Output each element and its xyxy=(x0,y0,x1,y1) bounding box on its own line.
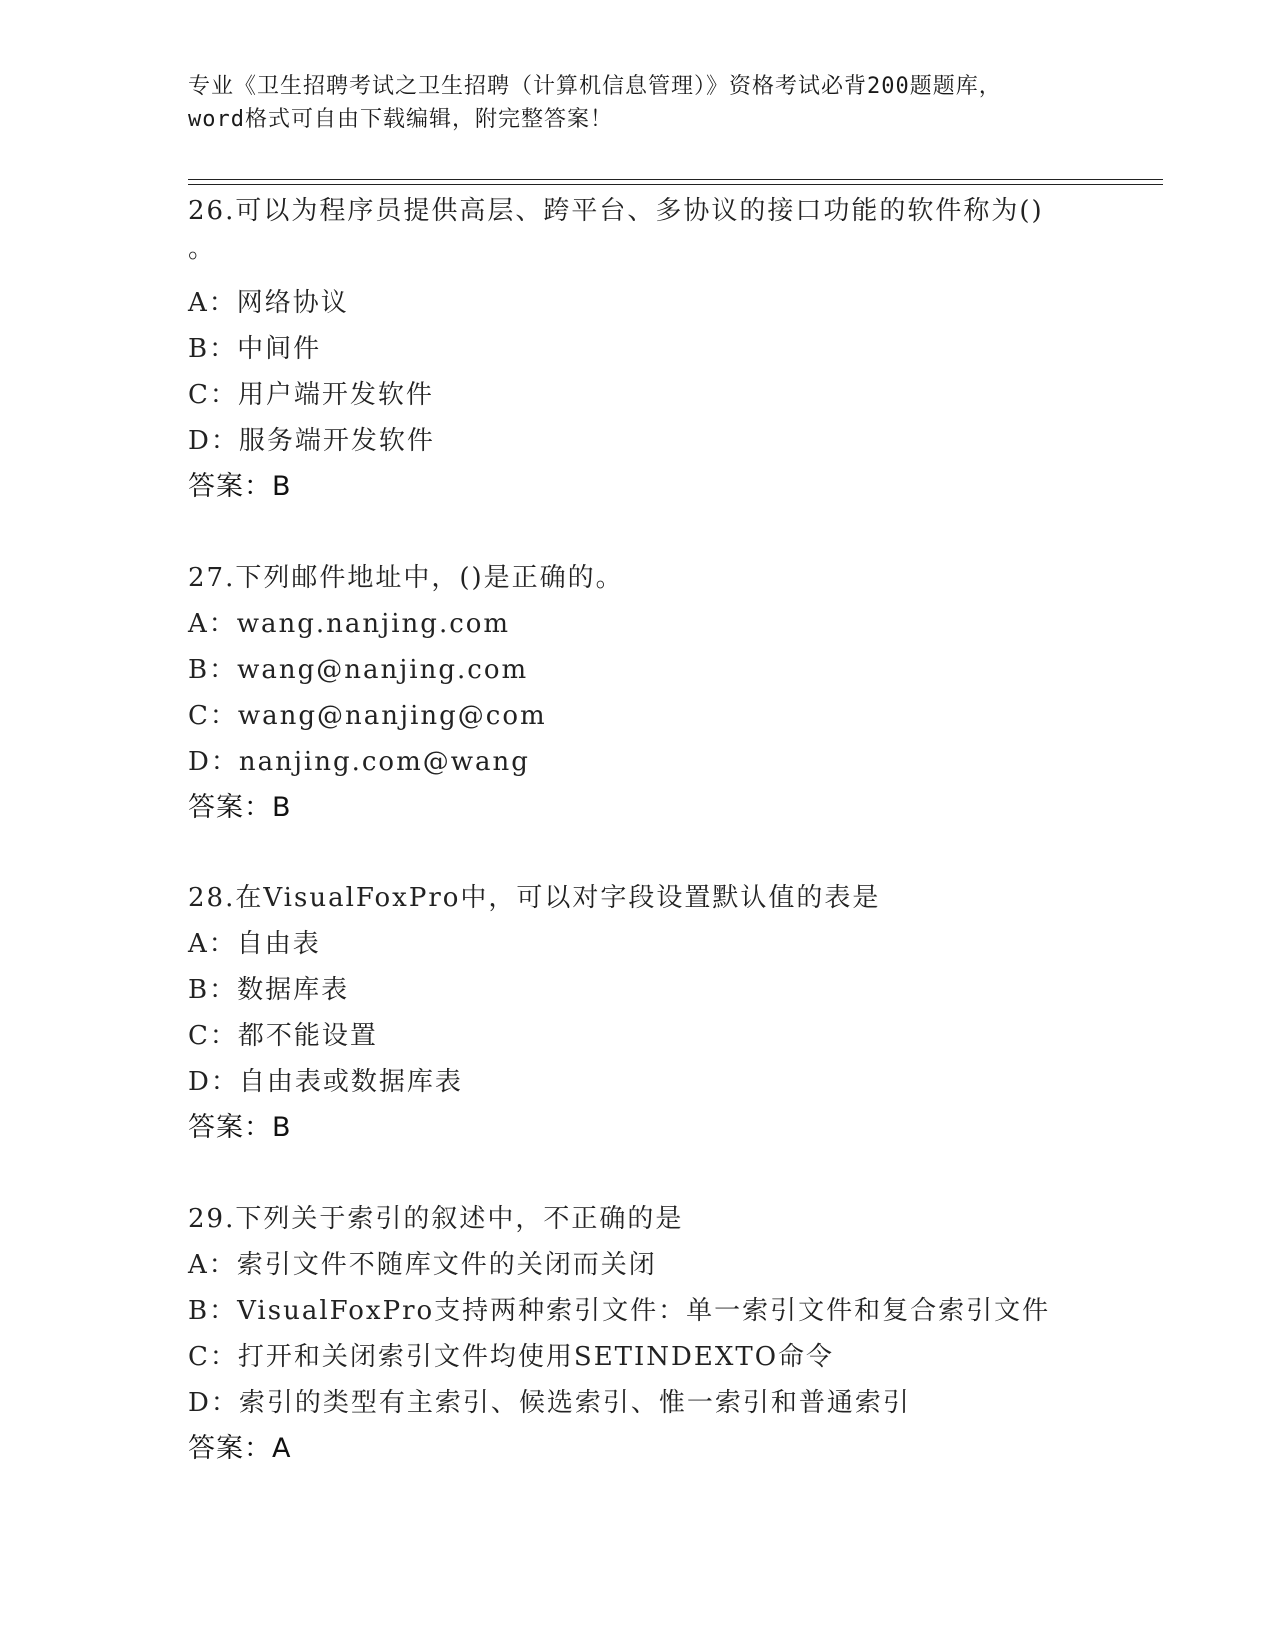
question-29 xyxy=(188,1196,1128,1472)
option-d: D：服务端开发软件 xyxy=(188,426,435,456)
answer: 答案：B xyxy=(188,471,292,502)
option-c: C：打开和关闭索引文件均使用SETINDEXTO命令 xyxy=(188,1342,835,1372)
option-d: D：nanjing.com@wang xyxy=(188,747,530,777)
option-a: A：自由表 xyxy=(188,929,321,959)
option-b: B：wang@nanjing.com xyxy=(188,655,529,685)
header-divider-bottom xyxy=(188,184,1163,185)
question-27 xyxy=(188,555,1128,831)
option-b: B：VisualFoxPro支持两种索引文件：单一索引文件和复合索引文件 xyxy=(188,1296,1051,1326)
option-a: A：wang.nanjing.com xyxy=(188,609,511,639)
question-stem: 29.下列关于索引的叙述中，不正确的是 xyxy=(188,1204,684,1234)
option-d: D：自由表或数据库表 xyxy=(188,1067,463,1097)
option-c: C：都不能设置 xyxy=(188,1021,378,1051)
option-c: C：wang@nanjing@com xyxy=(188,701,547,731)
question-stem: 28.在VisualFoxPro中，可以对字段设置默认值的表是 xyxy=(188,883,881,913)
question-28 xyxy=(188,875,1128,1151)
header-line-1: 专业《卫生招聘考试之卫生招聘（计算机信息管理）》资格考试必背200题题库， xyxy=(188,74,1002,99)
question-26 xyxy=(188,188,1128,510)
option-a: A：网络协议 xyxy=(188,288,349,318)
answer: 答案：B xyxy=(188,1112,292,1143)
option-c: C：用户端开发软件 xyxy=(188,380,434,410)
option-d: D：索引的类型有主索引、候选索引、惟一索引和普通索引 xyxy=(188,1388,911,1418)
answer: 答案：B xyxy=(188,792,292,823)
document-header xyxy=(188,70,1088,136)
option-a: A：索引文件不随库文件的关闭而关闭 xyxy=(188,1250,657,1280)
question-stem-continuation: 。 xyxy=(188,234,217,264)
answer: 答案：A xyxy=(188,1433,292,1464)
header-line-2: word格式可自由下载编辑，附完整答案！ xyxy=(188,107,613,132)
option-b: B：数据库表 xyxy=(188,975,350,1005)
option-b: B：中间件 xyxy=(188,334,322,364)
question-stem: 27.下列邮件地址中，()是正确的。 xyxy=(188,563,624,593)
header-divider-top xyxy=(188,179,1163,180)
question-stem: 26.可以为程序员提供高层、跨平台、多协议的接口功能的软件称为() xyxy=(188,196,1044,226)
